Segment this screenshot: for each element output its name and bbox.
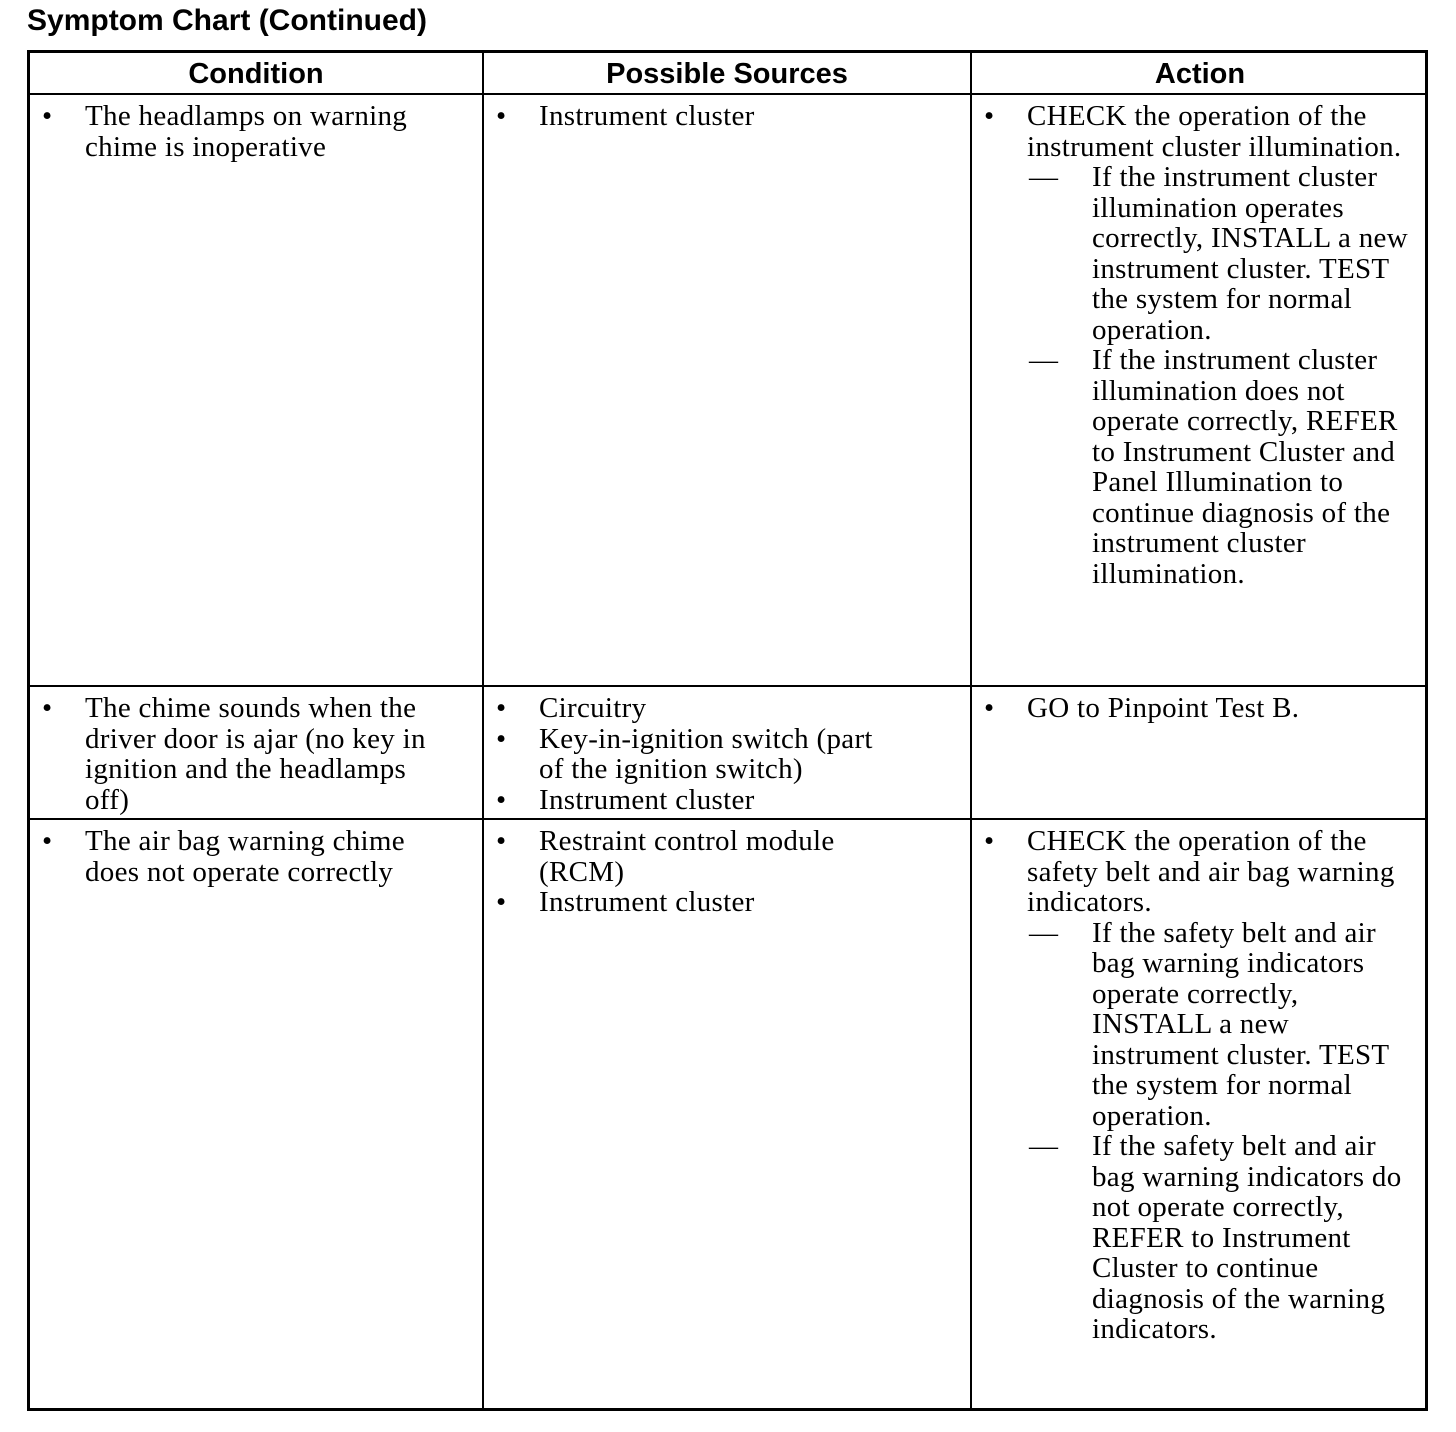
sub-step: — If the instrument cluster illumination does not operate correctly, REFER to Instrument Cluster and Panel Illumination to continue diagnosis of the instrument cluster illumination. <box>1029 344 1398 590</box>
list-item: • Instrument cluster <box>496 100 755 132</box>
row3-sources <box>484 826 904 918</box>
header-possible-sources: Possible Sources <box>606 58 848 90</box>
row3-condition: • The air bag warning chime does not operate correctly <box>42 825 405 888</box>
row1-action: • CHECK the operation of the instrument cluster illumination. — If the instrument cluster illumination operates correctly, INSTALL a new instrument cluster. TEST the system for normal operation. — If the instrument cluster illumination does not operate correctly, REFER to Instrument Cluster and Panel Illumination to continue diagnosis of the instrument cluster illumination. <box>972 101 1418 589</box>
row-divider <box>30 818 1425 820</box>
row2-action: • GO to Pinpoint Test B. <box>984 692 1300 724</box>
sub-step: — If the safety belt and air bag warning indicators do not operate correctly, REFER to Instrument Cluster to continue diagnosis of the warning indicators. <box>1029 1130 1402 1345</box>
row-divider <box>30 685 1425 687</box>
sub-step: — If the safety belt and air bag warning indicators operate correctly, INSTALL a new instrument cluster. TEST the system for normal operation. <box>1029 916 1389 1132</box>
list-item: • Instrument cluster <box>496 783 755 816</box>
row1-condition: • The headlamps on warning chime is inoperative <box>42 100 408 163</box>
row1-sources <box>484 101 914 132</box>
list-item: • Circuitry <box>496 692 647 724</box>
symptom-table <box>27 50 1428 1411</box>
header-condition: Condition <box>188 58 324 90</box>
list-item: • Instrument cluster <box>496 886 755 918</box>
list-item: • Restraint control module (RCM) <box>496 825 835 888</box>
page-title: Symptom Chart (Continued) <box>27 4 427 37</box>
row2-condition: • The chime sounds when the driver door is ajar (no key in ignition and the headlamps off) <box>42 692 426 816</box>
list-item: • Key-in-ignition switch (part of the ignition switch) <box>496 722 873 785</box>
row3-action: • CHECK the operation of the safety belt and air bag warning indicators. — If the safety belt and air bag warning indicators operate correctly, INSTALL a new instrument cluster. TEST the system for normal operation. — If the safety belt and air bag warning indicators do not operate correctly, REFER to Instrument Cluster to continue diagnosis of the warning indicators. <box>972 826 1418 1345</box>
row2-sources <box>484 693 904 815</box>
header-action: Action <box>1154 58 1246 90</box>
sub-step: — If the instrument cluster illumination operates correctly, INSTALL a new instrument cluster. TEST the system for normal operation. <box>1029 161 1408 346</box>
